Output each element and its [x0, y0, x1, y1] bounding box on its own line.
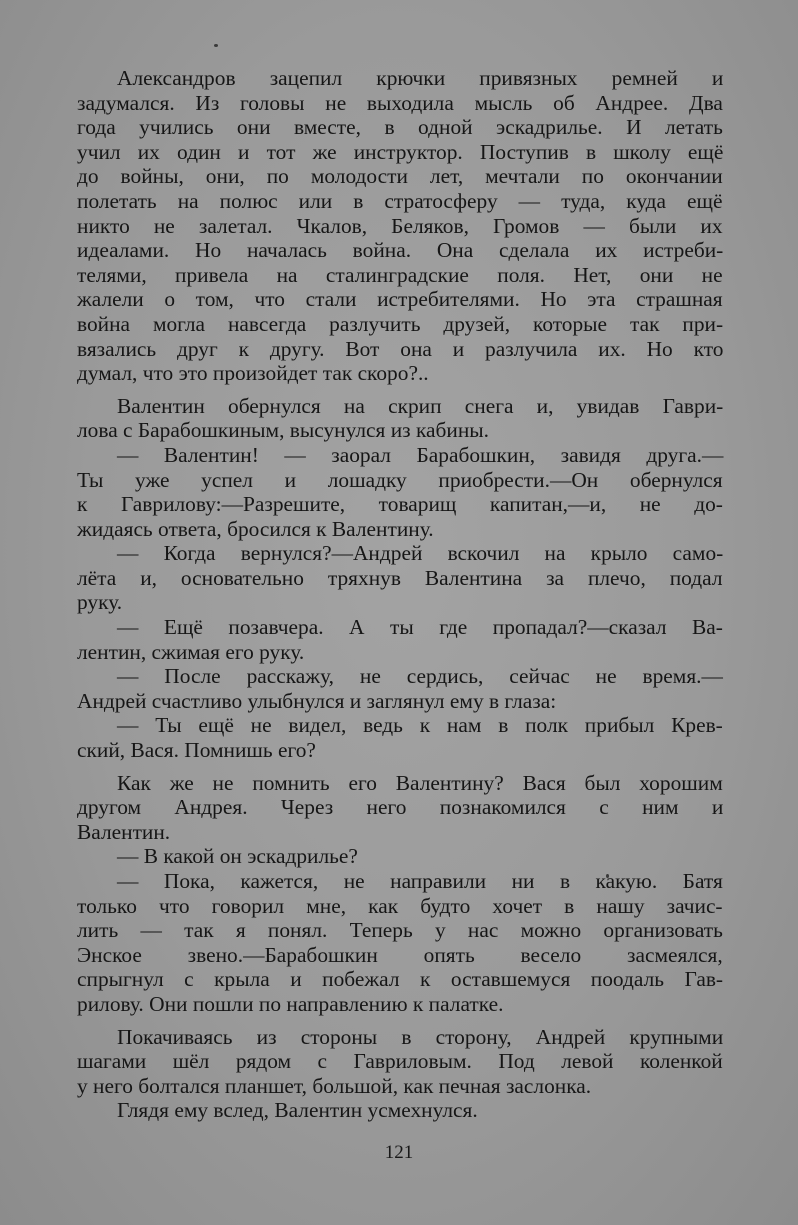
text-line: лить — так я понял. Теперь у нас можно организовать: [77, 918, 723, 943]
text-line: — Ты ещё не видел, ведь к нам в полк прибыл Крев-: [117, 713, 723, 738]
text-line: учил их один и тот же инструктор. Поступив в школу ещё: [77, 139, 724, 164]
paragraph: [77, 1098, 723, 1123]
text-line: до войны, они, по молодости лет, мечтали по окончании: [77, 164, 723, 189]
text-line: рилову. Они пошли по направлению к палатке.: [77, 991, 504, 1016]
text-line: вязались друг к другу. Вот она и разлучила их. Но кто: [77, 336, 724, 361]
text-line: — Когда вернулся?—Андрей вскочил на крыло само-: [117, 541, 724, 566]
paragraph: [77, 443, 723, 541]
text-line: Глядя ему вслед, Валентин усмехнулся.: [117, 1098, 478, 1123]
paragraph: [77, 541, 723, 615]
text-line: лёта и, основательно тряхнув Валентина за плечо, подал: [77, 565, 723, 590]
paragraph: [77, 66, 723, 386]
text-line: война могла навсегда разлучить друзей, которые так при-: [77, 311, 724, 336]
text-line: Покачиваясь из стороны в сторону, Андрей крупными: [117, 1024, 724, 1049]
paragraph: [77, 713, 723, 762]
text-line: Валентин.: [77, 819, 171, 844]
paragraph: [77, 394, 723, 443]
text-line: Александров зацепил крючки привязных ремней и: [117, 66, 724, 90]
text-line: полетать на полюс или в стратосферу — туда, куда ещё: [77, 188, 723, 213]
page-number: 121: [384, 1142, 414, 1163]
paragraph: [77, 771, 723, 845]
text-line: Андрей счастливо улыбнулся и заглянул ему в глаза:: [77, 688, 557, 713]
text-line: жидаясь ответа, бросился к Валентину.: [77, 516, 434, 541]
text-line: телями, привела на сталинградские поля. Нет, они не: [77, 262, 723, 287]
text-line: спрыгнул с крыла и побежал к оставшемуся поодаль Гав-: [77, 967, 724, 992]
paragraph: [77, 844, 723, 869]
text-line: — После расскажу, не сердись, сейчас не время.—: [117, 664, 723, 689]
text-line: — В какой он эскадрилье?: [117, 844, 358, 869]
text-line: идеалами. Но началась война. Она сделала их истреби-: [77, 238, 724, 263]
text-line: — Пока, кажется, не направили ни в какую. Батя: [117, 869, 723, 893]
text-line: ский, Вася. Помнишь его?: [77, 738, 316, 763]
text-line: жалели о том, что стали истребителями. Но эта страшная: [77, 287, 723, 312]
paragraph: [77, 869, 723, 1017]
body-text: [77, 66, 723, 1123]
text-line: Энское звено.—Барабошкин опять весело засмеялся,: [77, 942, 723, 967]
text-line: — Валентин! — заорал Барабошкин, завидя друга.—: [117, 442, 724, 467]
text-line: — Ещё позавчера. А ты где пропадал?—сказал Ва-: [117, 615, 723, 640]
print-speck: [214, 44, 218, 47]
text-line: у него болтался планшет, большой, как печная заслонка.: [77, 1073, 592, 1098]
text-line: года учились они вместе, в одной эскадрилье. И летать: [77, 115, 723, 140]
text-line: Валентин обернулся на скрип снега и, увидав Гаври-: [117, 393, 724, 418]
text-line: лова с Барабошкиным, высунулся из кабины.: [77, 418, 490, 443]
text-line: только что говорил мне, как будто хочет в нашу зачис-: [77, 893, 723, 918]
text-line: Как же не помнить его Валентину? Вася был хорошим: [117, 770, 723, 795]
text-line: к Гаврилову:—Разрешите, товарищ капитан,—и, не до-: [77, 492, 723, 517]
paragraph: [77, 1025, 723, 1099]
text-line: лентин, сжимая его руку.: [77, 639, 305, 664]
paragraph: [77, 664, 723, 713]
paragraph: [77, 615, 723, 664]
text-line: задумался. Из головы не выходила мысль об Андрее. Два: [77, 90, 723, 115]
text-line: думал, что это произойдет так скоро?..: [77, 361, 429, 386]
text-line: шагами шёл рядом с Гавриловым. Под левой коленкой: [77, 1049, 723, 1074]
text-line: другом Андрея. Через него познакомился с ним и: [77, 795, 724, 820]
text-line: Ты уже успел и лошадку приобрести.—Он обернулся: [77, 467, 723, 492]
text-line: никто не залетал. Чкалов, Беляков, Громов — были их: [77, 213, 723, 238]
text-line: руку.: [77, 590, 123, 615]
